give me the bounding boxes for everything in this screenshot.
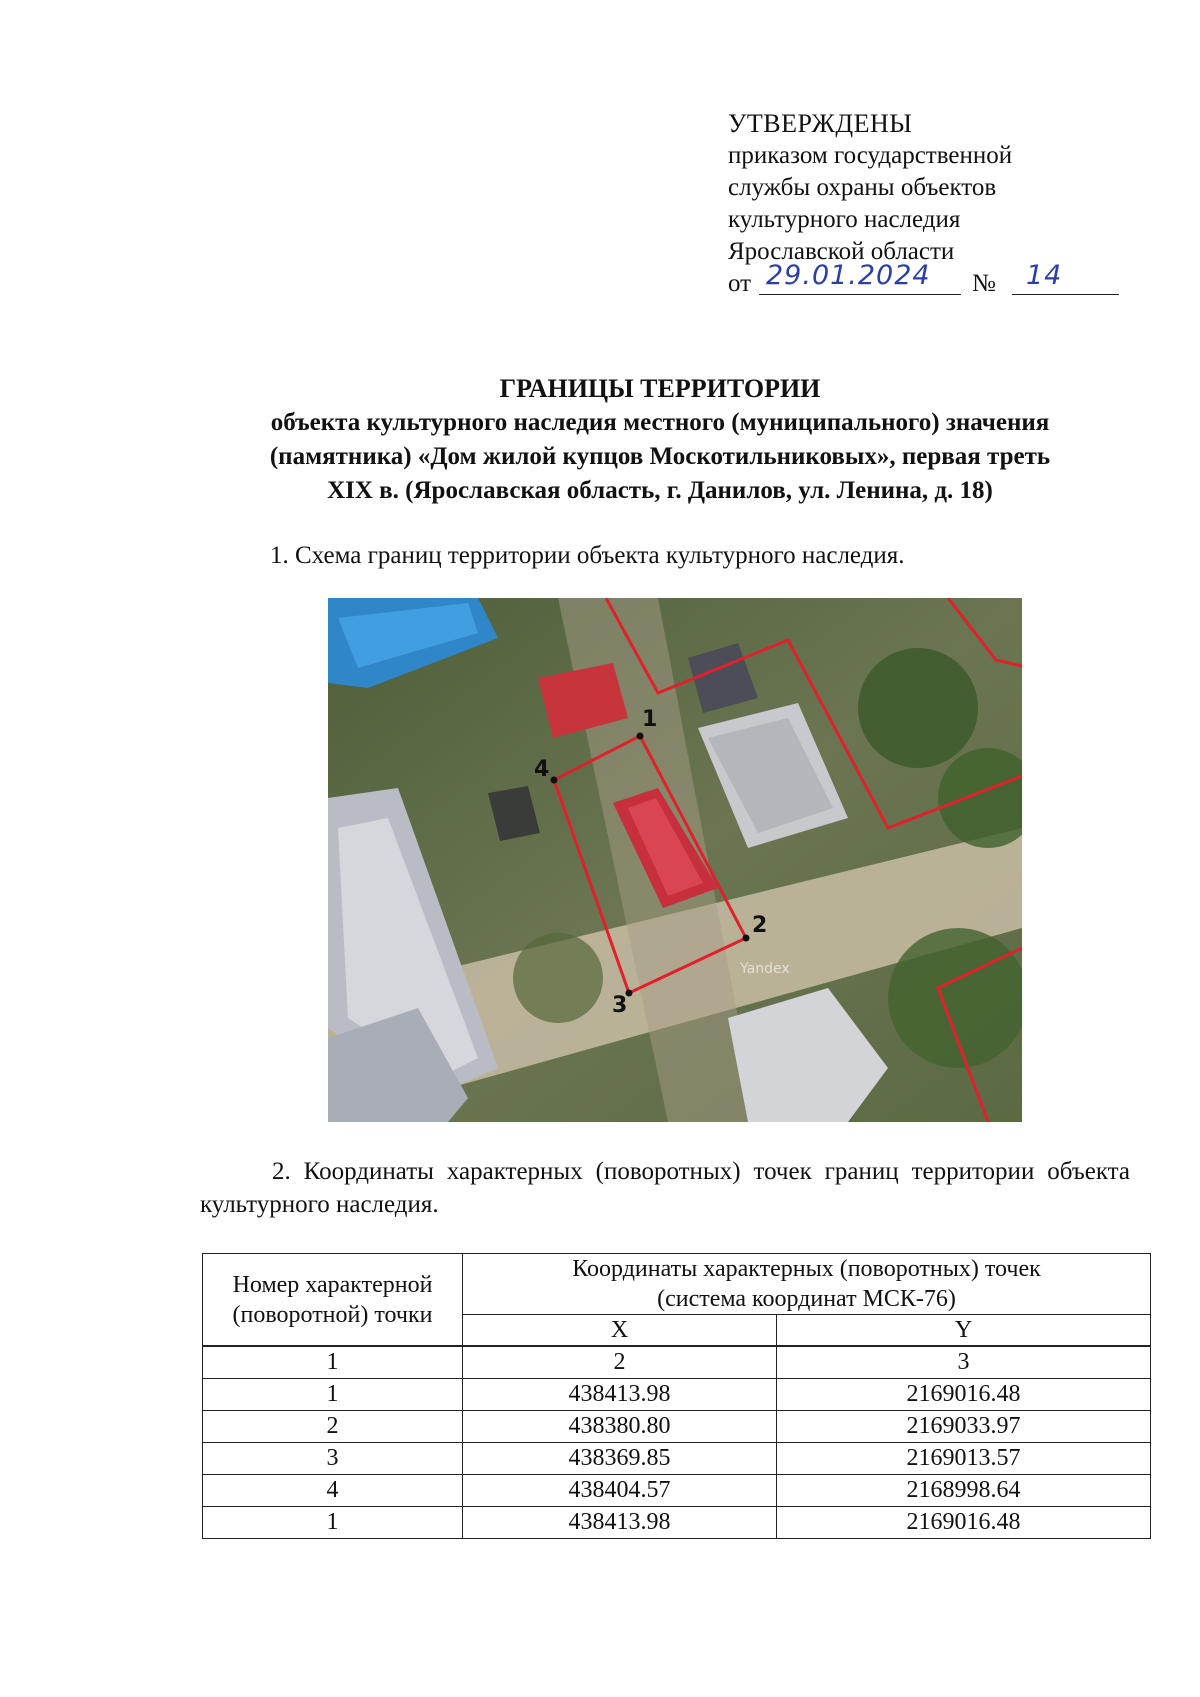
approval-line: культурного наследия [728,206,961,233]
x-cell: 438413.98 [463,1379,777,1411]
number-underline [1012,294,1119,295]
boundary-scheme-map [328,598,1022,1122]
coordinates-table [202,1253,1151,1539]
x-cell: 438369.85 [463,1443,777,1475]
section-2-heading: 2. Координаты характерных (поворотных) точек границ территории объекта культурного наследия. [200,1158,1130,1218]
title-main: ГРАНИЦЫ ТЕРРИТОРИИ [499,374,821,403]
title-line: объекта культурного наследия местного (муниципального) значения [270,409,1050,436]
coordinates-header-line: Координаты характерных (поворотных) точек [572,1256,1041,1282]
approval-line: службы охраны объектов [728,174,997,201]
approval-line: приказом государственной [728,142,1013,169]
map-point-label: 2 [752,913,768,938]
y-cell: 2169033.97 [777,1411,1151,1443]
point-cell: 2 [203,1411,463,1443]
handwritten-number: 14 [1026,260,1063,291]
title-line: (памятника) «Дом жилой купцов Москотильниковых», первая треть [269,443,1051,470]
col-header-point-number: Номер характерной (поворотной) точки [203,1254,463,1347]
map-point-label: 1 [642,707,658,732]
approval-date-number [728,260,1128,302]
y-cell: 2169016.48 [777,1379,1151,1411]
table-row [203,1507,1151,1539]
date-underline [759,294,961,295]
satellite-map-image [328,598,1022,1122]
index-cell: 3 [777,1346,1151,1379]
coordinates-header-line: (система координат МСК-76) [657,1286,956,1312]
col-header-y: Y [777,1315,1151,1347]
x-cell: 438380.80 [463,1411,777,1443]
table-row [203,1379,1151,1411]
col-header-coordinates [463,1254,1151,1315]
point-cell: 1 [203,1507,463,1539]
point-cell: 3 [203,1443,463,1475]
y-cell: 2168998.64 [777,1475,1151,1507]
index-cell: 2 [463,1346,777,1379]
col-header-x: X [463,1315,777,1347]
x-cell: 438413.98 [463,1507,777,1539]
handwritten-date: 29.01.2024 [766,260,931,291]
table-row [203,1475,1151,1507]
table-index-row [203,1346,1151,1379]
point-cell: 4 [203,1475,463,1507]
title-line: XIX в. (Ярославская область, г. Данилов, ул. Ленина, д. 18) [327,477,993,504]
document-title [180,372,1140,508]
approval-line: Ярославской области [728,238,955,265]
index-cell: 1 [203,1346,463,1379]
date-prefix: от [728,270,752,297]
map-point-label: 3 [612,993,628,1018]
table-row [203,1443,1151,1475]
section-1-heading: 1. Схема границ территории объекта культурного наследия. [270,542,905,569]
number-prefix: № [972,270,996,297]
x-cell: 438404.57 [463,1475,777,1507]
approval-heading: УТВЕРЖДЕНЫ [728,109,913,138]
table-row [203,1411,1151,1443]
table-header-row [203,1254,1151,1315]
map-watermark: Yandex [740,961,790,977]
map-point-label: 4 [534,757,550,782]
y-cell: 2169016.48 [777,1507,1151,1539]
approval-block [728,108,1128,302]
y-cell: 2169013.57 [777,1443,1151,1475]
point-cell: 1 [203,1379,463,1411]
